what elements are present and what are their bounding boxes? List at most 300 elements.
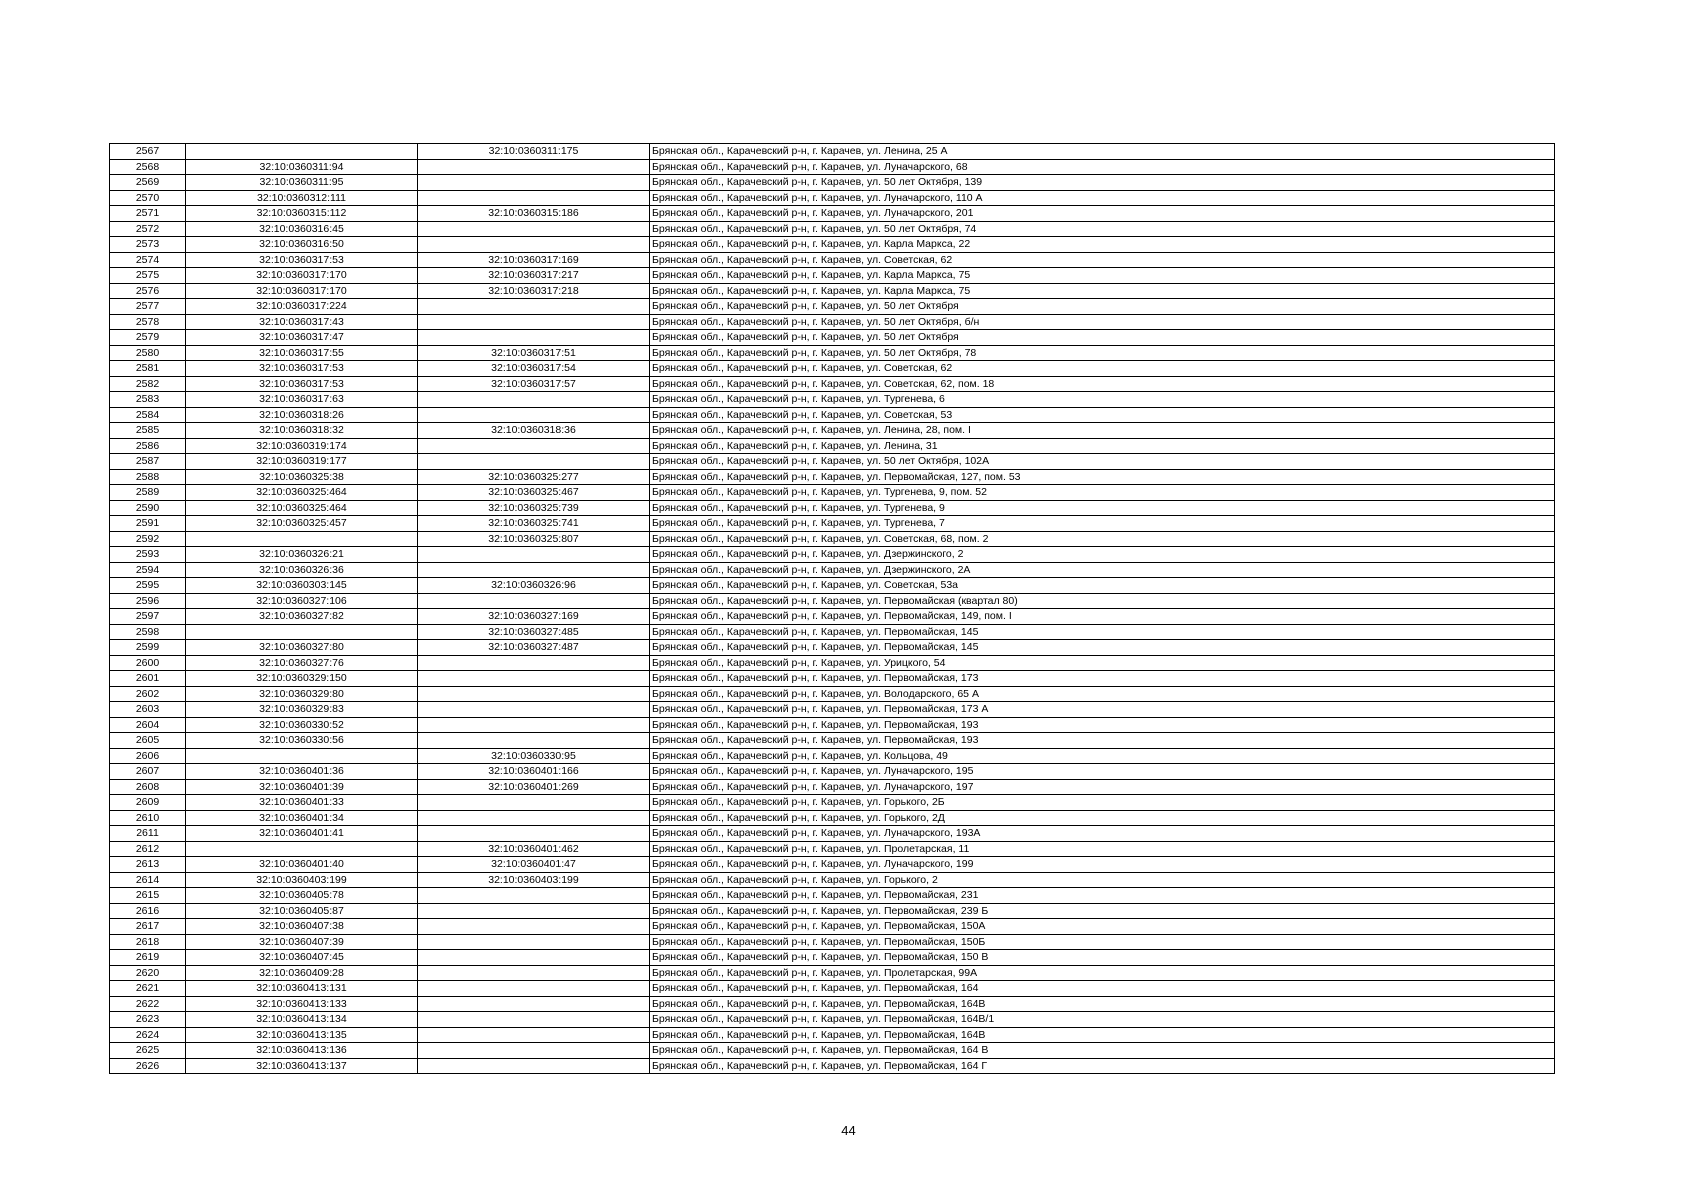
row-number-cell: 2576 [110,283,186,299]
address-cell: Брянская обл., Карачевский р-н, г. Карачев, ул. Луначарского, 199 [650,857,1555,873]
address-cell: Брянская обл., Карачевский р-н, г. Карачев, ул. Первомайская, 164 [650,981,1555,997]
table-row [110,578,1555,594]
cadastral-number-cell: 32:10:0360327:106 [186,593,418,609]
address-cell: Брянская обл., Карачевский р-н, г. Карачев, ул. Первомайская, 173 А [650,702,1555,718]
table-row [110,1058,1555,1074]
related-cadastral-number-cell: 32:10:0360327:485 [418,624,650,640]
address-cell: Брянская обл., Карачевский р-н, г. Карачев, ул. Первомайская, 164В/1 [650,1012,1555,1028]
row-number-cell: 2626 [110,1058,186,1074]
cadastral-number-cell: 32:10:0360329:80 [186,686,418,702]
table-row [110,1027,1555,1043]
address-cell: Брянская обл., Карачевский р-н, г. Карачев, ул. Урицкого, 54 [650,655,1555,671]
address-cell: Брянская обл., Карачевский р-н, г. Карачев, ул. Первомайская, 193 [650,733,1555,749]
related-cadastral-number-cell [418,826,650,842]
cadastral-number-cell: 32:10:0360318:26 [186,407,418,423]
row-number-cell: 2613 [110,857,186,873]
cadastral-number-cell: 32:10:0360311:95 [186,175,418,191]
address-cell: Брянская обл., Карачевский р-н, г. Карачев, ул. Первомайская, 145 [650,640,1555,656]
row-number-cell: 2596 [110,593,186,609]
address-cell: Брянская обл., Карачевский р-н, г. Карачев, ул. 50 лет Октября, 78 [650,345,1555,361]
cadastral-number-cell: 32:10:0360325:464 [186,500,418,516]
address-cell: Брянская обл., Карачевский р-н, г. Карачев, ул. Луначарского, 68 [650,159,1555,175]
address-cell: Брянская обл., Карачевский р-н, г. Карачев, ул. Володарского, 65 А [650,686,1555,702]
cadastral-number-cell: 32:10:0360401:33 [186,795,418,811]
related-cadastral-number-cell [418,702,650,718]
table-row [110,888,1555,904]
table-row [110,314,1555,330]
cadastral-number-cell: 32:10:0360317:63 [186,392,418,408]
related-cadastral-number-cell [418,407,650,423]
related-cadastral-number-cell: 32:10:0360325:277 [418,469,650,485]
related-cadastral-number-cell: 32:10:0360330:95 [418,748,650,764]
row-number-cell: 2599 [110,640,186,656]
row-number-cell: 2615 [110,888,186,904]
address-cell: Брянская обл., Карачевский р-н, г. Карачев, ул. Карла Маркса, 22 [650,237,1555,253]
cadastral-number-cell: 32:10:0360326:36 [186,562,418,578]
table-row [110,919,1555,935]
table-row [110,500,1555,516]
row-number-cell: 2603 [110,702,186,718]
table-row [110,283,1555,299]
cadastral-number-cell: 32:10:0360319:174 [186,438,418,454]
cadastral-number-cell: 32:10:0360317:47 [186,330,418,346]
table-row [110,438,1555,454]
cadastral-number-cell [186,748,418,764]
related-cadastral-number-cell: 32:10:0360327:169 [418,609,650,625]
cadastral-number-cell: 32:10:0360329:83 [186,702,418,718]
table-row [110,764,1555,780]
table-row [110,671,1555,687]
cadastral-number-cell: 32:10:0360401:41 [186,826,418,842]
cadastral-number-cell: 32:10:0360317:170 [186,268,418,284]
table-row [110,268,1555,284]
address-cell: Брянская обл., Карачевский р-н, г. Карачев, ул. Первомайская (квартал 80) [650,593,1555,609]
cadastral-number-cell: 32:10:0360318:32 [186,423,418,439]
row-number-cell: 2570 [110,190,186,206]
address-cell: Брянская обл., Карачевский р-н, г. Карачев, ул. Пролетарская, 11 [650,841,1555,857]
row-number-cell: 2611 [110,826,186,842]
related-cadastral-number-cell: 32:10:0360401:269 [418,779,650,795]
cadastral-number-cell: 32:10:0360413:131 [186,981,418,997]
row-number-cell: 2584 [110,407,186,423]
row-number-cell: 2610 [110,810,186,826]
address-cell: Брянская обл., Карачевский р-н, г. Карачев, ул. 50 лет Октября [650,330,1555,346]
row-number-cell: 2612 [110,841,186,857]
address-cell: Брянская обл., Карачевский р-н, г. Карачев, ул. Дзержинского, 2 [650,547,1555,563]
address-cell: Брянская обл., Карачевский р-н, г. Карачев, ул. Первомайская, 164В [650,1027,1555,1043]
table-row [110,981,1555,997]
table-row [110,609,1555,625]
row-number-cell: 2572 [110,221,186,237]
address-cell: Брянская обл., Карачевский р-н, г. Карачев, ул. Тургенева, 6 [650,392,1555,408]
row-number-cell: 2608 [110,779,186,795]
address-cell: Брянская обл., Карачевский р-н, г. Карачев, ул. Советская, 62 [650,361,1555,377]
cadastral-number-cell: 32:10:0360407:38 [186,919,418,935]
related-cadastral-number-cell [418,190,650,206]
related-cadastral-number-cell [418,330,650,346]
registry-table-body [110,144,1555,1074]
related-cadastral-number-cell: 32:10:0360325:741 [418,516,650,532]
related-cadastral-number-cell [418,717,650,733]
row-number-cell: 2601 [110,671,186,687]
address-cell: Брянская обл., Карачевский р-н, г. Карачев, ул. Кольцова, 49 [650,748,1555,764]
row-number-cell: 2592 [110,531,186,547]
row-number-cell: 2567 [110,144,186,160]
address-cell: Брянская обл., Карачевский р-н, г. Карачев, ул. Горького, 2 [650,872,1555,888]
row-number-cell: 2571 [110,206,186,222]
row-number-cell: 2605 [110,733,186,749]
table-row [110,624,1555,640]
row-number-cell: 2582 [110,376,186,392]
related-cadastral-number-cell [418,686,650,702]
table-row [110,330,1555,346]
table-row [110,857,1555,873]
related-cadastral-number-cell: 32:10:0360401:166 [418,764,650,780]
cadastral-number-cell: 32:10:0360413:137 [186,1058,418,1074]
row-number-cell: 2568 [110,159,186,175]
related-cadastral-number-cell [418,1043,650,1059]
cadastral-number-cell: 32:10:0360317:53 [186,376,418,392]
table-row [110,175,1555,191]
row-number-cell: 2588 [110,469,186,485]
cadastral-number-cell [186,841,418,857]
related-cadastral-number-cell: 32:10:0360327:487 [418,640,650,656]
row-number-cell: 2616 [110,903,186,919]
address-cell: Брянская обл., Карачевский р-н, г. Карачев, ул. Советская, 53а [650,578,1555,594]
row-number-cell: 2625 [110,1043,186,1059]
address-cell: Брянская обл., Карачевский р-н, г. Карачев, ул. Луначарского, 110 А [650,190,1555,206]
address-cell: Брянская обл., Карачевский р-н, г. Карачев, ул. Первомайская, 149, пом. I [650,609,1555,625]
row-number-cell: 2585 [110,423,186,439]
address-cell: Брянская обл., Карачевский р-н, г. Карачев, ул. Луначарского, 193А [650,826,1555,842]
table-row [110,252,1555,268]
row-number-cell: 2602 [110,686,186,702]
related-cadastral-number-cell [418,237,650,253]
address-cell: Брянская обл., Карачевский р-н, г. Карачев, ул. 50 лет Октября [650,299,1555,315]
row-number-cell: 2579 [110,330,186,346]
address-cell: Брянская обл., Карачевский р-н, г. Карачев, ул. Первомайская, 127, пом. 53 [650,469,1555,485]
address-cell: Брянская обл., Карачевский р-н, г. Карачев, ул. 50 лет Октября, 74 [650,221,1555,237]
table-row [110,516,1555,532]
table-row [110,423,1555,439]
row-number-cell: 2590 [110,500,186,516]
row-number-cell: 2595 [110,578,186,594]
row-number-cell: 2575 [110,268,186,284]
related-cadastral-number-cell [418,1012,650,1028]
cadastral-number-cell: 32:10:0360401:40 [186,857,418,873]
table-row [110,221,1555,237]
cadastral-number-cell: 32:10:0360413:136 [186,1043,418,1059]
address-cell: Брянская обл., Карачевский р-н, г. Карачев, ул. Первомайская, 150А [650,919,1555,935]
row-number-cell: 2589 [110,485,186,501]
related-cadastral-number-cell: 32:10:0360325:467 [418,485,650,501]
cadastral-number-cell: 32:10:0360325:457 [186,516,418,532]
cadastral-number-cell: 32:10:0360317:170 [186,283,418,299]
address-cell: Брянская обл., Карачевский р-н, г. Карачев, ул. 50 лет Октября, 102А [650,454,1555,470]
table-row [110,144,1555,160]
table-row [110,810,1555,826]
row-number-cell: 2606 [110,748,186,764]
table-row [110,299,1555,315]
address-cell: Брянская обл., Карачевский р-н, г. Карачев, ул. Карла Маркса, 75 [650,283,1555,299]
cadastral-number-cell: 32:10:0360317:224 [186,299,418,315]
cadastral-number-cell: 32:10:0360325:38 [186,469,418,485]
related-cadastral-number-cell: 32:10:0360317:57 [418,376,650,392]
related-cadastral-number-cell: 32:10:0360317:51 [418,345,650,361]
address-cell: Брянская обл., Карачевский р-н, г. Карачев, ул. Первомайская, 239 Б [650,903,1555,919]
related-cadastral-number-cell [418,919,650,935]
address-cell: Брянская обл., Карачевский р-н, г. Карачев, ул. Первомайская, 193 [650,717,1555,733]
row-number-cell: 2600 [110,655,186,671]
cadastral-number-cell: 32:10:0360317:53 [186,252,418,268]
address-cell: Брянская обл., Карачевский р-н, г. Карачев, ул. Советская, 62 [650,252,1555,268]
address-cell: Брянская обл., Карачевский р-н, г. Карачев, ул. 50 лет Октября, 139 [650,175,1555,191]
related-cadastral-number-cell [418,562,650,578]
registry-sheet [109,143,1555,1074]
row-number-cell: 2623 [110,1012,186,1028]
table-row [110,872,1555,888]
cadastral-number-cell: 32:10:0360311:94 [186,159,418,175]
address-cell: Брянская обл., Карачевский р-н, г. Карачев, ул. Советская, 68, пом. 2 [650,531,1555,547]
address-cell: Брянская обл., Карачевский р-н, г. Карачев, ул. Тургенева, 7 [650,516,1555,532]
cadastral-number-cell: 32:10:0360407:45 [186,950,418,966]
address-cell: Брянская обл., Карачевский р-н, г. Карачев, ул. Тургенева, 9 [650,500,1555,516]
related-cadastral-number-cell [418,593,650,609]
cadastral-number-cell: 32:10:0360405:87 [186,903,418,919]
registry-table [109,143,1555,1074]
related-cadastral-number-cell: 32:10:0360318:36 [418,423,650,439]
address-cell: Брянская обл., Карачевский р-н, г. Карачев, ул. Советская, 62, пом. 18 [650,376,1555,392]
cadastral-number-cell: 32:10:0360315:112 [186,206,418,222]
cadastral-number-cell: 32:10:0360413:134 [186,1012,418,1028]
address-cell: Брянская обл., Карачевский р-н, г. Карачев, ул. Ленина, 28, пом. I [650,423,1555,439]
related-cadastral-number-cell [418,965,650,981]
related-cadastral-number-cell [418,655,650,671]
related-cadastral-number-cell [418,175,650,191]
cadastral-number-cell: 32:10:0360401:36 [186,764,418,780]
row-number-cell: 2614 [110,872,186,888]
related-cadastral-number-cell [418,795,650,811]
cadastral-number-cell: 32:10:0360327:80 [186,640,418,656]
related-cadastral-number-cell [418,903,650,919]
related-cadastral-number-cell: 32:10:0360325:807 [418,531,650,547]
table-row [110,206,1555,222]
row-number-cell: 2609 [110,795,186,811]
cadastral-number-cell: 32:10:0360329:150 [186,671,418,687]
cadastral-number-cell: 32:10:0360407:39 [186,934,418,950]
table-row [110,795,1555,811]
cadastral-number-cell: 32:10:0360316:50 [186,237,418,253]
page-number: 44 [841,1123,856,1138]
related-cadastral-number-cell [418,996,650,1012]
related-cadastral-number-cell [418,934,650,950]
related-cadastral-number-cell: 32:10:0360401:47 [418,857,650,873]
cadastral-number-cell: 32:10:0360317:55 [186,345,418,361]
row-number-cell: 2587 [110,454,186,470]
table-row [110,190,1555,206]
table-row [110,748,1555,764]
row-number-cell: 2574 [110,252,186,268]
table-row [110,702,1555,718]
address-cell: Брянская обл., Карачевский р-н, г. Карачев, ул. Горького, 2Д [650,810,1555,826]
row-number-cell: 2581 [110,361,186,377]
table-row [110,469,1555,485]
table-row [110,717,1555,733]
address-cell: Брянская обл., Карачевский р-н, г. Карачев, ул. Луначарского, 201 [650,206,1555,222]
row-number-cell: 2593 [110,547,186,563]
cadastral-number-cell: 32:10:0360405:78 [186,888,418,904]
address-cell: Брянская обл., Карачевский р-н, г. Карачев, ул. Первомайская, 173 [650,671,1555,687]
related-cadastral-number-cell [418,950,650,966]
address-cell: Брянская обл., Карачевский р-н, г. Карачев, ул. Первомайская, 145 [650,624,1555,640]
address-cell: Брянская обл., Карачевский р-н, г. Карачев, ул. Ленина, 25 А [650,144,1555,160]
row-number-cell: 2618 [110,934,186,950]
row-number-cell: 2621 [110,981,186,997]
cadastral-number-cell: 32:10:0360409:28 [186,965,418,981]
table-row [110,655,1555,671]
related-cadastral-number-cell: 32:10:0360325:739 [418,500,650,516]
table-row [110,593,1555,609]
cadastral-number-cell: 32:10:0360303:145 [186,578,418,594]
related-cadastral-number-cell: 32:10:0360311:175 [418,144,650,160]
related-cadastral-number-cell: 32:10:0360401:462 [418,841,650,857]
table-row [110,376,1555,392]
cadastral-number-cell: 32:10:0360413:135 [186,1027,418,1043]
row-number-cell: 2591 [110,516,186,532]
table-row [110,950,1555,966]
row-number-cell: 2569 [110,175,186,191]
cadastral-number-cell: 32:10:0360316:45 [186,221,418,237]
address-cell: Брянская обл., Карачевский р-н, г. Карачев, ул. Первомайская, 164 В [650,1043,1555,1059]
address-cell: Брянская обл., Карачевский р-н, г. Карачев, ул. Ленина, 31 [650,438,1555,454]
cadastral-number-cell: 32:10:0360325:464 [186,485,418,501]
row-number-cell: 2597 [110,609,186,625]
table-row [110,733,1555,749]
table-row [110,407,1555,423]
address-cell: Брянская обл., Карачевский р-н, г. Карачев, ул. Дзержинского, 2А [650,562,1555,578]
related-cadastral-number-cell: 32:10:0360317:169 [418,252,650,268]
related-cadastral-number-cell [418,671,650,687]
cadastral-number-cell: 32:10:0360327:76 [186,655,418,671]
row-number-cell: 2619 [110,950,186,966]
related-cadastral-number-cell [418,810,650,826]
table-row [110,531,1555,547]
cadastral-number-cell: 32:10:0360319:177 [186,454,418,470]
row-number-cell: 2583 [110,392,186,408]
table-row [110,547,1555,563]
table-row [110,562,1555,578]
table-row [110,903,1555,919]
cadastral-number-cell: 32:10:0360312:111 [186,190,418,206]
related-cadastral-number-cell [418,159,650,175]
row-number-cell: 2577 [110,299,186,315]
address-cell: Брянская обл., Карачевский р-н, г. Карачев, ул. Луначарского, 195 [650,764,1555,780]
table-row [110,159,1555,175]
cadastral-number-cell: 32:10:0360401:34 [186,810,418,826]
related-cadastral-number-cell: 32:10:0360317:54 [418,361,650,377]
address-cell: Брянская обл., Карачевский р-н, г. Карачев, ул. Карла Маркса, 75 [650,268,1555,284]
address-cell: Брянская обл., Карачевский р-н, г. Карачев, ул. Горького, 2Б [650,795,1555,811]
cadastral-number-cell: 32:10:0360317:53 [186,361,418,377]
table-row [110,934,1555,950]
cadastral-number-cell: 32:10:0360401:39 [186,779,418,795]
related-cadastral-number-cell [418,888,650,904]
table-row [110,826,1555,842]
table-row [110,996,1555,1012]
related-cadastral-number-cell: 32:10:0360326:96 [418,578,650,594]
related-cadastral-number-cell [418,221,650,237]
row-number-cell: 2573 [110,237,186,253]
related-cadastral-number-cell [418,1058,650,1074]
address-cell: Брянская обл., Карачевский р-н, г. Карачев, ул. Первомайская, 164 Г [650,1058,1555,1074]
cadastral-number-cell: 32:10:0360326:21 [186,547,418,563]
address-cell: Брянская обл., Карачевский р-н, г. Карачев, ул. Первомайская, 164В [650,996,1555,1012]
address-cell: Брянская обл., Карачевский р-н, г. Карачев, ул. Первомайская, 150 В [650,950,1555,966]
table-row [110,686,1555,702]
related-cadastral-number-cell: 32:10:0360317:218 [418,283,650,299]
row-number-cell: 2604 [110,717,186,733]
table-row [110,454,1555,470]
related-cadastral-number-cell: 32:10:0360403:199 [418,872,650,888]
table-row [110,392,1555,408]
related-cadastral-number-cell [418,454,650,470]
table-row [110,965,1555,981]
related-cadastral-number-cell: 32:10:0360315:186 [418,206,650,222]
row-number-cell: 2586 [110,438,186,454]
cadastral-number-cell: 32:10:0360327:82 [186,609,418,625]
related-cadastral-number-cell: 32:10:0360317:217 [418,268,650,284]
related-cadastral-number-cell [418,547,650,563]
row-number-cell: 2622 [110,996,186,1012]
cadastral-number-cell [186,624,418,640]
cadastral-number-cell: 32:10:0360403:199 [186,872,418,888]
cadastral-number-cell: 32:10:0360413:133 [186,996,418,1012]
table-row [110,640,1555,656]
address-cell: Брянская обл., Карачевский р-н, г. Карачев, ул. Первомайская, 231 [650,888,1555,904]
address-cell: Брянская обл., Карачевский р-н, г. Карачев, ул. Тургенева, 9, пом. 52 [650,485,1555,501]
table-row [110,841,1555,857]
cadastral-number-cell [186,144,418,160]
related-cadastral-number-cell [418,733,650,749]
cadastral-number-cell: 32:10:0360330:52 [186,717,418,733]
row-number-cell: 2598 [110,624,186,640]
related-cadastral-number-cell [418,392,650,408]
address-cell: Брянская обл., Карачевский р-н, г. Карачев, ул. Первомайская, 150Б [650,934,1555,950]
table-row [110,237,1555,253]
row-number-cell: 2607 [110,764,186,780]
table-row [110,1012,1555,1028]
address-cell: Брянская обл., Карачевский р-н, г. Карачев, ул. 50 лет Октября, б/н [650,314,1555,330]
related-cadastral-number-cell [418,438,650,454]
row-number-cell: 2617 [110,919,186,935]
cadastral-number-cell: 32:10:0360330:56 [186,733,418,749]
row-number-cell: 2594 [110,562,186,578]
row-number-cell: 2624 [110,1027,186,1043]
cadastral-number-cell [186,531,418,547]
cadastral-number-cell: 32:10:0360317:43 [186,314,418,330]
row-number-cell: 2578 [110,314,186,330]
table-row [110,345,1555,361]
address-cell: Брянская обл., Карачевский р-н, г. Карачев, ул. Советская, 53 [650,407,1555,423]
table-row [110,779,1555,795]
related-cadastral-number-cell [418,981,650,997]
table-row [110,361,1555,377]
row-number-cell: 2580 [110,345,186,361]
row-number-cell: 2620 [110,965,186,981]
related-cadastral-number-cell [418,1027,650,1043]
table-row [110,485,1555,501]
address-cell: Брянская обл., Карачевский р-н, г. Карачев, ул. Луначарского, 197 [650,779,1555,795]
